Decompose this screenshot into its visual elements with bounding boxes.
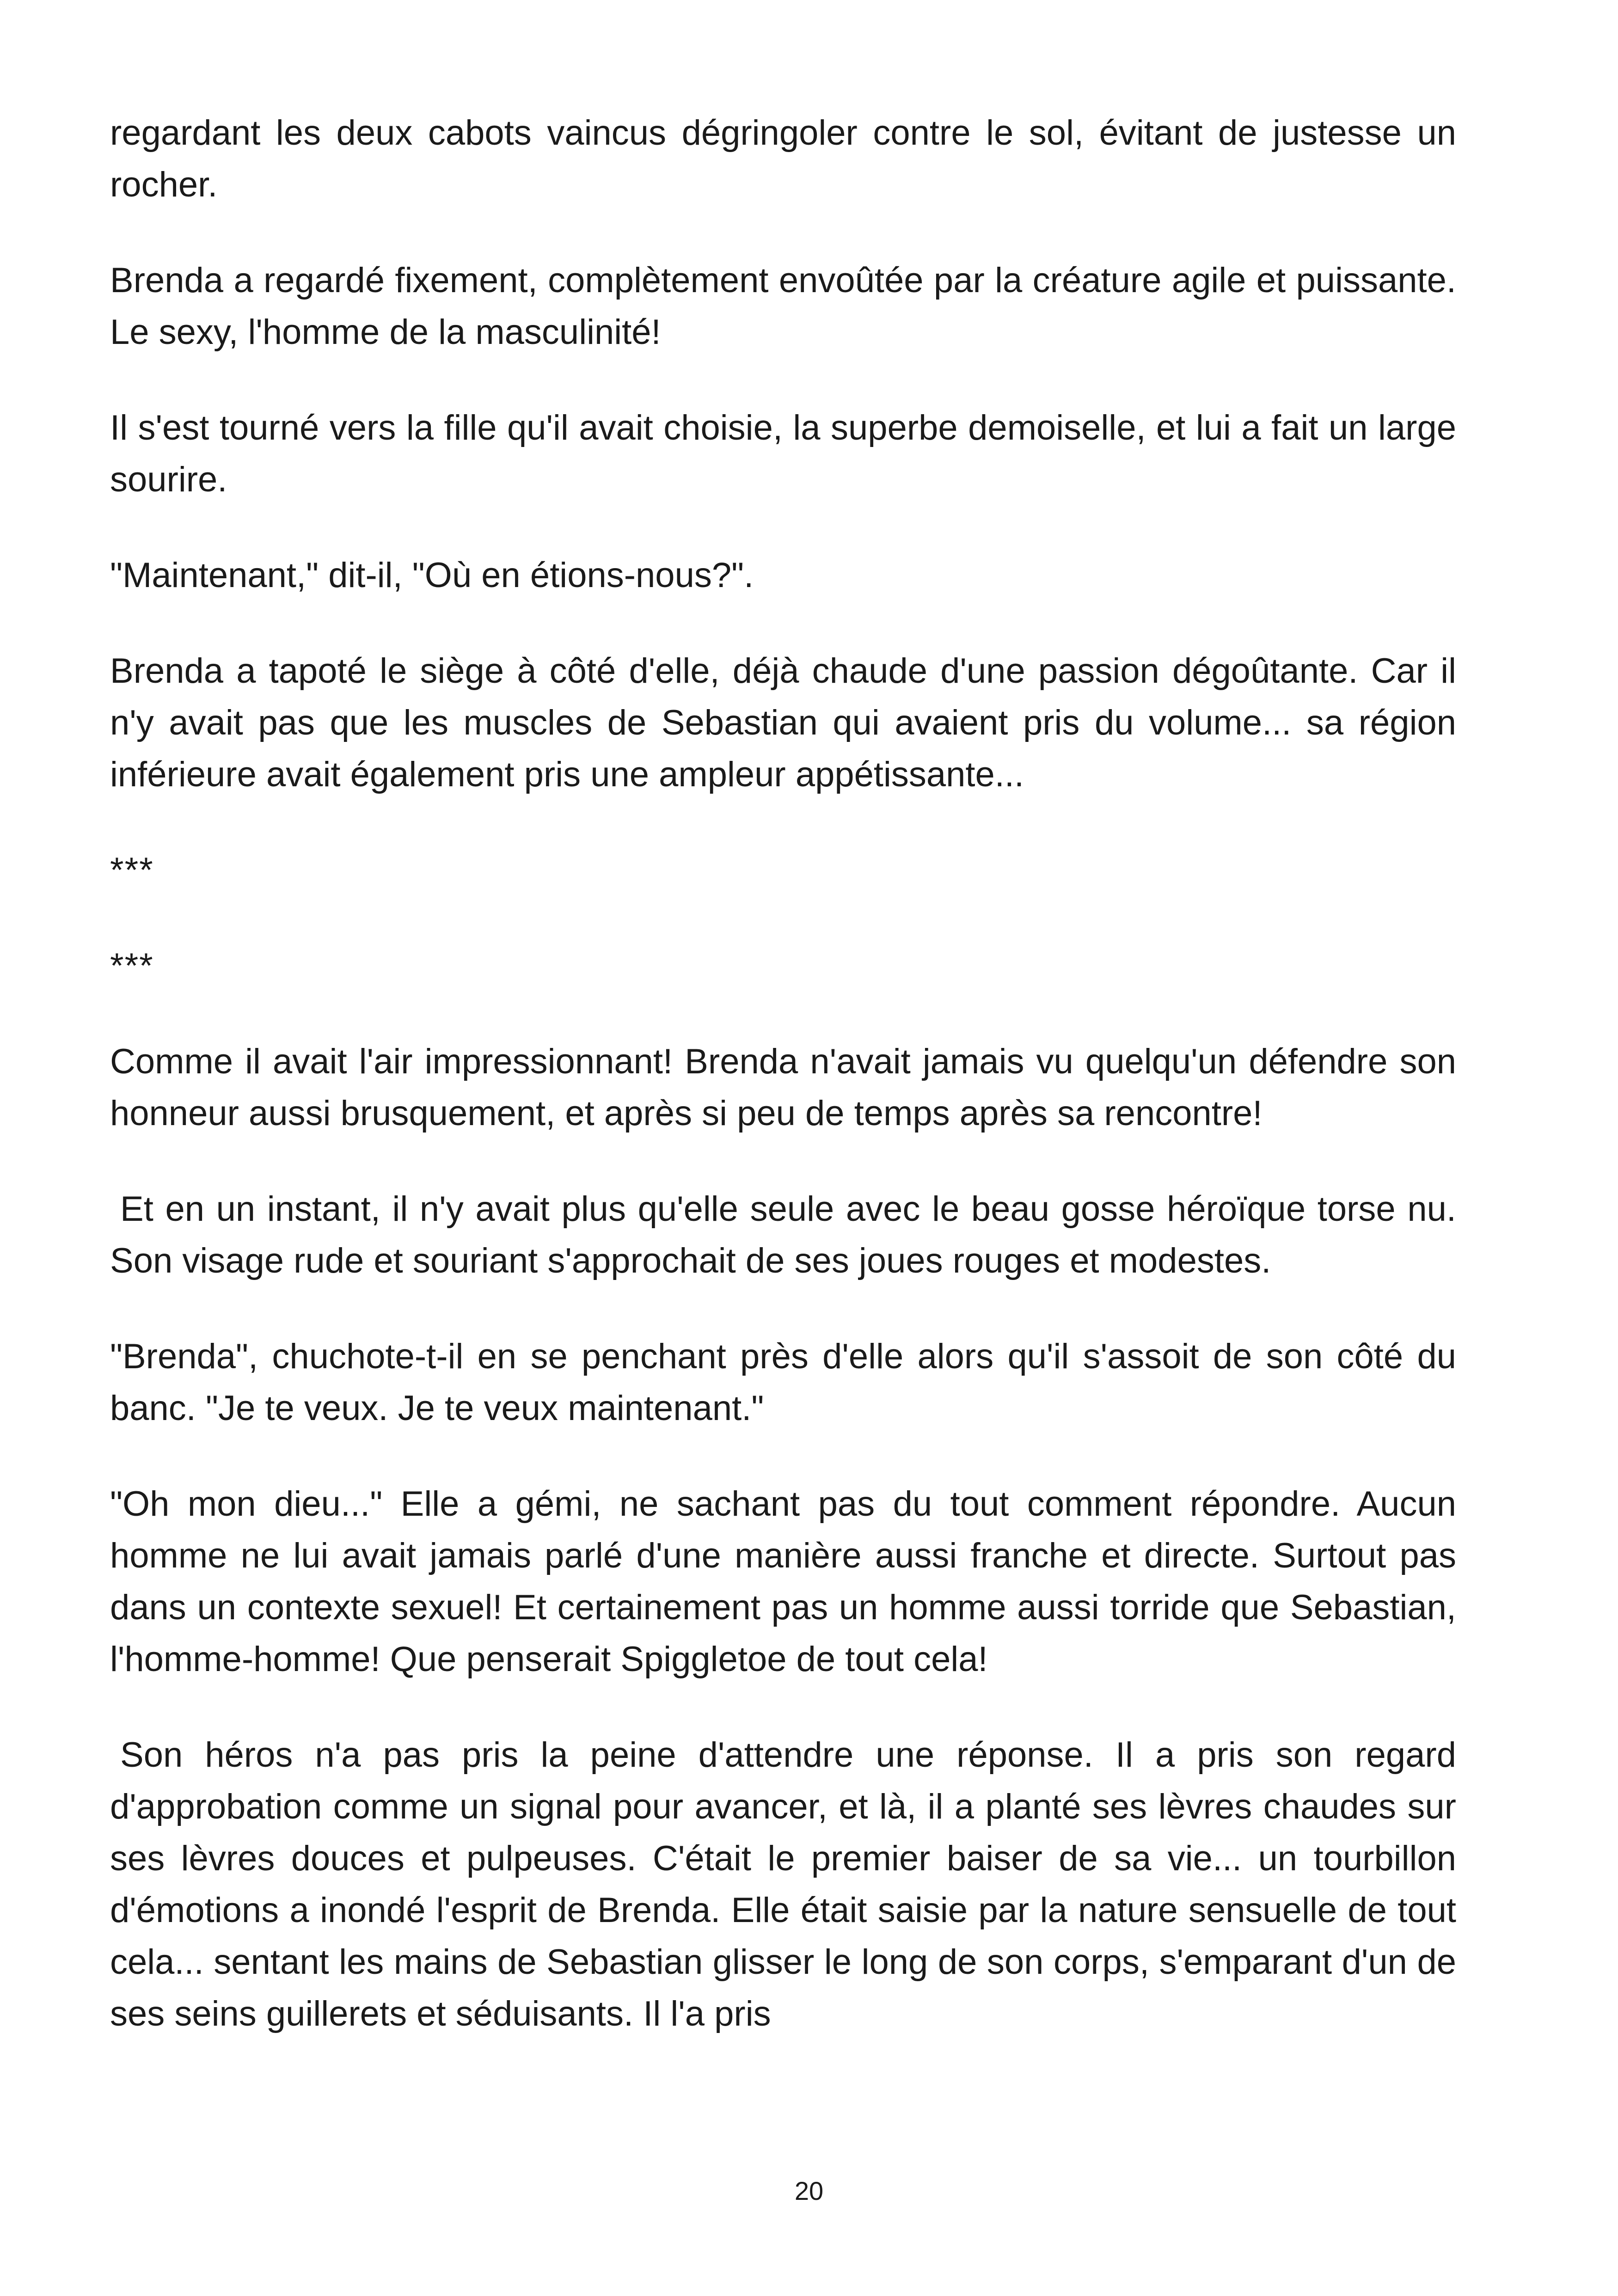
paragraph-2: Brenda a regardé fixement, complètement envoûtée par la créature agile et puissante. Le sexy, l'homme de la masculinité! bbox=[110, 261, 1456, 352]
paragraph-4: "Maintenant," dit-il, "Où en étions-nous?". bbox=[110, 556, 754, 595]
document-page bbox=[110, 107, 1456, 2084]
paragraph-5: Brenda a tapoté le siège à côté d'elle, déjà chaude d'une passion dégoûtante. Car il n'y avait pas que les muscles de Sebastian qui avaient pris du volume... sa région inférieure avait également pris une ampleur appétissante... bbox=[110, 651, 1456, 794]
paragraph-8: "Brenda", chuchote-t-il en se penchant près d'elle alors qu'il s'assoit de son côté du banc. "Je te veux. Je te veux maintenant." bbox=[110, 1337, 1456, 1428]
section-break-2: *** bbox=[110, 946, 154, 986]
paragraph-7: Et en un instant, il n'y avait plus qu'elle seule avec le beau gosse héroïque torse nu. Son visage rude et souriant s'approchait de ses joues rouges et modestes. bbox=[110, 1189, 1456, 1280]
paragraph-9: "Oh mon dieu..." Elle a gémi, ne sachant pas du tout comment répondre. Aucun homme ne lui avait jamais parlé d'une manière aussi franche et directe. Surtout pas dans un contexte sexuel! Et certainement pas un homme aussi torride que Sebastian, l'homme-homme! Que penserait Spiggletoe de tout cela! bbox=[110, 1484, 1456, 1679]
paragraph-3: Il s'est tourné vers la fille qu'il avait choisie, la superbe demoiselle, et lui a fait un large sourire. bbox=[110, 408, 1456, 499]
page-number: 20 bbox=[794, 2176, 824, 2205]
paragraph-6: Comme il avait l'air impressionnant! Brenda n'avait jamais vu quelqu'un défendre son honneur aussi brusquement, et après si peu de temps après sa rencontre! bbox=[110, 1042, 1456, 1133]
paragraph-10: Son héros n'a pas pris la peine d'attendre une réponse. Il a pris son regard d'approbation comme un signal pour avancer, et là, il a planté ses lèvres chaudes sur ses lèvres douces et pulpeuses. C'était le premier baiser de sa vie... un tourbillon d'émotions a inondé l'esprit de Brenda. Elle était saisie par la nature sensuelle de tout cela... sentant les mains de Sebastian glisser le long de son corps, s'emparant d'un de ses seins guillerets et séduisants. Il l'a pris bbox=[110, 1735, 1456, 2033]
section-break-1: *** bbox=[110, 851, 154, 890]
paragraph-1: regardant les deux cabots vaincus dégringoler contre le sol, évitant de justesse un rocher. bbox=[110, 113, 1456, 204]
